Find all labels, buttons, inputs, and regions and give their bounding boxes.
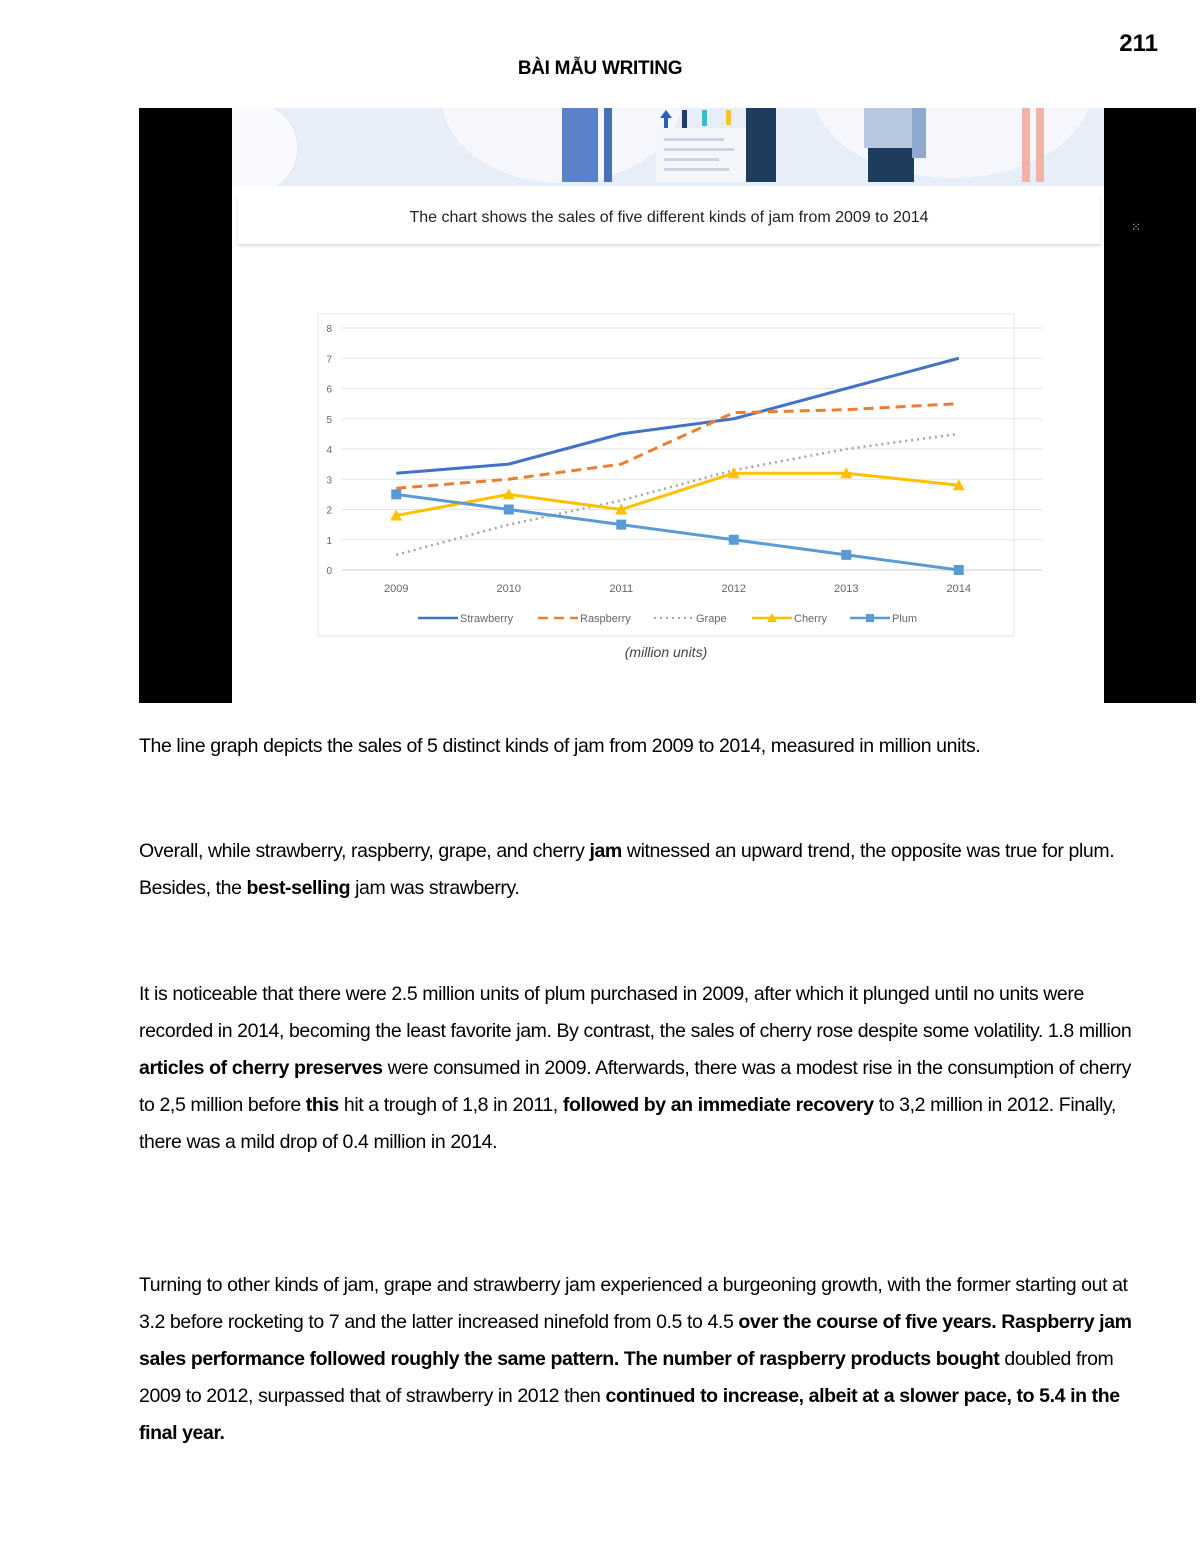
chart-title: The chart shows the sales of five different kinds of jam from 2009 to 2014: [409, 209, 929, 226]
legend-label: Cherry: [794, 613, 828, 625]
x-tick-label: 2010: [496, 583, 521, 595]
line-chart: [232, 108, 1104, 703]
plot-area-frame: [318, 314, 1014, 636]
y-tick-label: 6: [326, 384, 332, 396]
y-tick-label: 8: [326, 324, 332, 335]
y-tick-label: 4: [326, 445, 332, 456]
text-run: were consumed in 2009. Afterwards, there was a modest rise in the consumption of cherry to 2,5 million before: [139, 1057, 1131, 1116]
bold-text-run: over the course of five years. Raspberry jam sales performance followed roughly the same pattern. The number of raspberry products bought: [139, 1311, 1132, 1370]
legend-label: Raspberry: [580, 613, 631, 625]
bold-text-run: articles of cherry preserves: [139, 1057, 383, 1079]
legend-label: Plum: [892, 613, 918, 625]
page-header: BÀI MẪU WRITING: [517, 58, 683, 79]
x-tick-label: 2011: [609, 583, 634, 595]
text-run: hit a trough of 1,8 in 2011,: [338, 1094, 563, 1116]
bold-text-run: jam: [589, 840, 622, 862]
data-point-plum: [954, 565, 964, 575]
close-icon[interactable]: ⁙: [1130, 220, 1141, 234]
x-tick-label: 2013: [834, 583, 859, 595]
bold-text-run: continued to increase, albeit at a slower pace, to 5.4 in the final year.: [139, 1385, 1120, 1444]
data-point-plum: [841, 550, 851, 560]
y-tick-label: 7: [326, 354, 332, 366]
y-tick-label: 0: [326, 566, 332, 577]
x-tick-label: 2012: [721, 583, 746, 595]
text-run: doubled from 2009 to 2012, surpassed that of strawberry in 2012 then: [139, 1348, 1114, 1407]
x-tick-label: 2014: [946, 583, 971, 595]
y-tick-label: 5: [326, 414, 332, 426]
y-tick-label: 2: [326, 505, 332, 517]
paragraph-body-2: [139, 1267, 1149, 1452]
y-tick-label: 3: [326, 475, 332, 487]
y-tick-label: 1: [326, 535, 332, 547]
x-tick-label: 2009: [384, 583, 409, 595]
chart-panel: [232, 108, 1104, 703]
page-number: 211: [1119, 30, 1158, 57]
bold-text-run: best-selling: [246, 877, 351, 899]
bold-text-run: followed by an immediate recovery: [562, 1094, 874, 1116]
text-run: Overall, while strawberry, raspberry, grape, and cherry: [139, 840, 590, 862]
text-run: witnessed an upward trend, the opposite was true for plum. Besides, the: [139, 840, 1115, 899]
legend-label: Strawberry: [460, 613, 514, 625]
chart-figure: [139, 108, 1196, 703]
paragraph-intro: [139, 728, 1149, 765]
legend-marker: [866, 614, 874, 622]
legend-label: Grape: [696, 613, 727, 625]
data-point-plum: [729, 535, 739, 545]
text-run: The line graph depicts the sales of 5 distinct kinds of jam from 2009 to 2014, measured in million units.: [139, 735, 981, 757]
text-run: to 3,2 million in 2012. Finally, there was a mild drop of 0.4 million in 2014.: [139, 1094, 1116, 1153]
paragraph-overview: [139, 833, 1149, 907]
data-point-plum: [504, 505, 514, 515]
data-point-plum: [391, 489, 401, 499]
data-point-plum: [616, 520, 626, 530]
text-run: It is noticeable that there were 2.5 million units of plum purchased in 2009, after which it plunged until no units were recorded in 2014, becoming the least favorite jam. By contrast, the sales of cherry rose despite some volatility. 1.8 million: [139, 983, 1132, 1042]
chart-unit-caption: (million units): [624, 644, 708, 660]
text-run: jam was strawberry.: [350, 877, 520, 899]
text-run: Turning to other kinds of jam, grape and strawberry jam experienced a burgeoning growth, with the former starting out at 3.2 before rocketing to 7 and the latter increased ninefold from 0.5 to 4.5: [139, 1274, 1128, 1333]
bold-text-run: this: [305, 1094, 339, 1116]
paragraph-body-1: [139, 976, 1149, 1161]
